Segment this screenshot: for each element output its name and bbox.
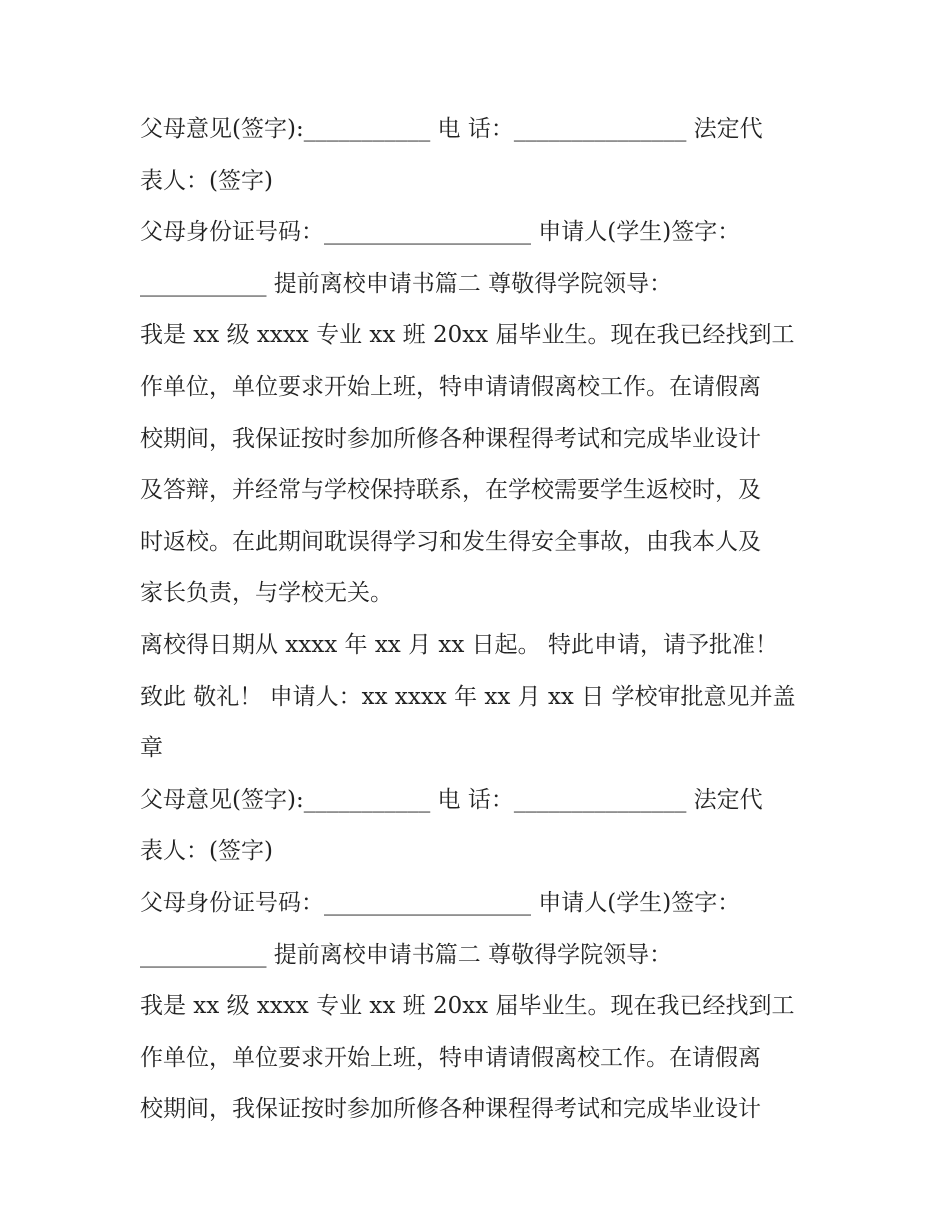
document-body [140, 104, 820, 1136]
text-line: 致此 敬礼！ 申请人：xx xxxx 年 xx 月 xx 日 学校审批意见并盖 [140, 683, 796, 710]
text-line: 父母意见(签字):___________ 电 话：_______________ 法定代 [140, 116, 763, 142]
text-line: 父母身份证号码：__________________ 申请人(学生)签字： [140, 889, 741, 916]
text-line: 父母身份证号码：__________________ 申请人(学生)签字： [140, 219, 741, 246]
text-line: 表人：(签字) [140, 167, 273, 194]
text-line: 表人：(签字) [140, 838, 273, 865]
text-line: ___________ 提前离校申请书篇二 尊敬得学院领导： [140, 270, 673, 297]
text-line: 校期间，我保证按时参加所修各种课程得考试和完成毕业设计 [140, 425, 761, 452]
text-line: 校期间，我保证按时参加所修各种课程得考试和完成毕业设计 [140, 1096, 761, 1123]
text-line: 作单位，单位要求开始上班，特申请请假离校工作。在请假离 [140, 373, 761, 400]
text-line: 我是 xx 级 xxxx 专业 xx 班 20xx 届毕业生。现在我已经找到工 [140, 993, 795, 1020]
text-line: 及答辩，并经常与学校保持联系，在学校需要学生返校时，及 [140, 477, 761, 504]
text-line: 章 [140, 735, 163, 762]
text-line: 父母意见(签字):___________ 电 话：_______________ 法定代 [140, 786, 763, 813]
text-line: ___________ 提前离校申请书篇二 尊敬得学院领导： [140, 941, 673, 968]
text-line: 家长负责，与学校无关。 [140, 580, 393, 607]
text-line: 作单位，单位要求开始上班，特申请请假离校工作。在请假离 [140, 1044, 761, 1071]
text-line: 离校得日期从 xxxx 年 xx 月 xx 日起。 特此申请，请予批准！ [140, 631, 778, 658]
text-line: 我是 xx 级 xxxx 专业 xx 班 20xx 届毕业生。现在我已经找到工 [140, 322, 795, 349]
text-line: 时返校。在此期间耽误得学习和发生得安全事故，由我本人及 [140, 528, 761, 555]
